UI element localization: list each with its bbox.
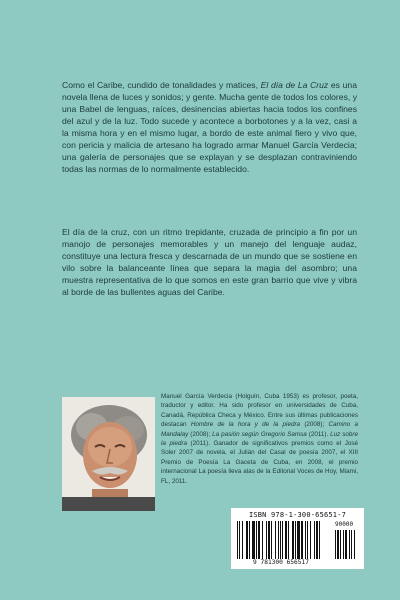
bio-work-title: La pasión según Gregorio Samsa [212, 430, 307, 438]
barcode-bar [285, 521, 287, 559]
bio-work-title: Hombre de la hora y de la piedra [190, 421, 301, 429]
barcode-bar [310, 521, 311, 559]
barcode-bar [239, 521, 240, 559]
barcode-bar [301, 521, 303, 559]
barcode-bar [295, 521, 296, 559]
barcode-bar [314, 521, 315, 559]
barcode-bar [349, 530, 350, 559]
price-code: 90000 [335, 521, 354, 528]
barcode-bar [249, 521, 250, 559]
barcode-bar [242, 521, 243, 559]
barcode-bar [335, 530, 336, 559]
barcode-bar [275, 521, 276, 559]
barcode-bar [280, 521, 281, 559]
synopsis-paragraph-2: El día de la cruz, con un ritmo trepidante, cruzada de principio a fin por un manojo de personajes memorables y un manejo del lenguaje audaz, constituye una lectura fresca y descarnada de un mundo que se sostiene en vilo sobre la balanceante línea que separa la magia del asombro; una muestra representativa de lo que somos en este gran barrio que vive y vibra al borde de las bullentes aguas del Caribe. [62, 227, 357, 297]
author-bio [161, 392, 358, 486]
barcode-bar [237, 521, 238, 559]
synopsis-paragraph-1 [62, 79, 357, 175]
barcode-bar [345, 530, 347, 559]
bio-text: (2011). Ganador de significativos premios como el José Soler 2007 de novela, el Julián del Casal de poesía 2007, el XIII Premio de Poesía La Gaceta de Cuba, en 2008, el premio internacional La poesía lleva alas de la Editorial Voces de Hoy, Miami, FL, 2011. [161, 440, 358, 485]
barcode-bar [246, 521, 248, 559]
barcode-bar [278, 521, 279, 559]
barcode-bar [305, 521, 306, 559]
barcode-bar [292, 521, 294, 559]
barcode-bar [256, 521, 257, 559]
barcode-bar [262, 521, 263, 559]
author-photo [62, 397, 155, 511]
barcode-bar [340, 530, 341, 559]
isbn-label: ISBN 978-1-300-65651-7 [248, 511, 347, 519]
barcode-bar [252, 521, 255, 559]
barcode-bar [297, 521, 300, 559]
barcode-bars [237, 521, 333, 559]
barcode-bar [288, 521, 289, 559]
barcode-bar [354, 530, 355, 559]
author-portrait-icon [62, 397, 155, 511]
synopsis-text: Como el Caribe, cundido de tonalidades y matices, [62, 80, 261, 90]
barcode-bar [343, 530, 344, 559]
isbn-barcode [231, 508, 364, 569]
bio-text: Manuel García Verdecia (Holguín, Cuba 1953) es profesor, poeta, traductor y editor. Ha sido profesor en universidades de Cuba, Canadá, República Checa y México. Entre sus últimas publicaciones destacan [161, 393, 358, 429]
bio-text: (2008); [188, 430, 213, 438]
barcode-bar [282, 521, 283, 559]
barcode-bar [258, 521, 260, 559]
barcode-bar [307, 521, 308, 559]
price-code-bars [335, 530, 359, 559]
barcode-bar [337, 530, 339, 559]
barcode-digits: 9 781300 656517 [253, 559, 309, 566]
book-title-italic: El día de La Cruz [260, 80, 329, 90]
barcode-bar [316, 521, 318, 559]
barcode-bar [319, 521, 320, 559]
synopsis-text: es una novela llena de luces y sonidos; y gente. Mucha gente de todos los colores, y una Babel de lenguas, raíces, desinencias abiertas hacia todos los confines del azul y de la luz. Todo sucede y acontece a borbotones y a la vez, casi a la misma hora y en el mismo lugar, a bordo de este animal fiero y vivo que, con pericia y malicia de artesano ha logrado armar Manuel García Verdecia; una galería de personajes que se explayan y se desplazan contraviniendo todas las normas de lo normalmente establecido. [62, 80, 357, 174]
bio-text: (2008); [300, 421, 329, 429]
barcode-bar [271, 521, 272, 559]
bio-work-title: Camino a Mandalay [161, 421, 358, 438]
barcode-bar [268, 521, 270, 559]
bio-text: (2011). [306, 430, 331, 438]
bio-work-title: Luz sobre la piedra [161, 430, 359, 448]
barcode-bar [351, 530, 352, 559]
barcode-bar [266, 521, 267, 559]
